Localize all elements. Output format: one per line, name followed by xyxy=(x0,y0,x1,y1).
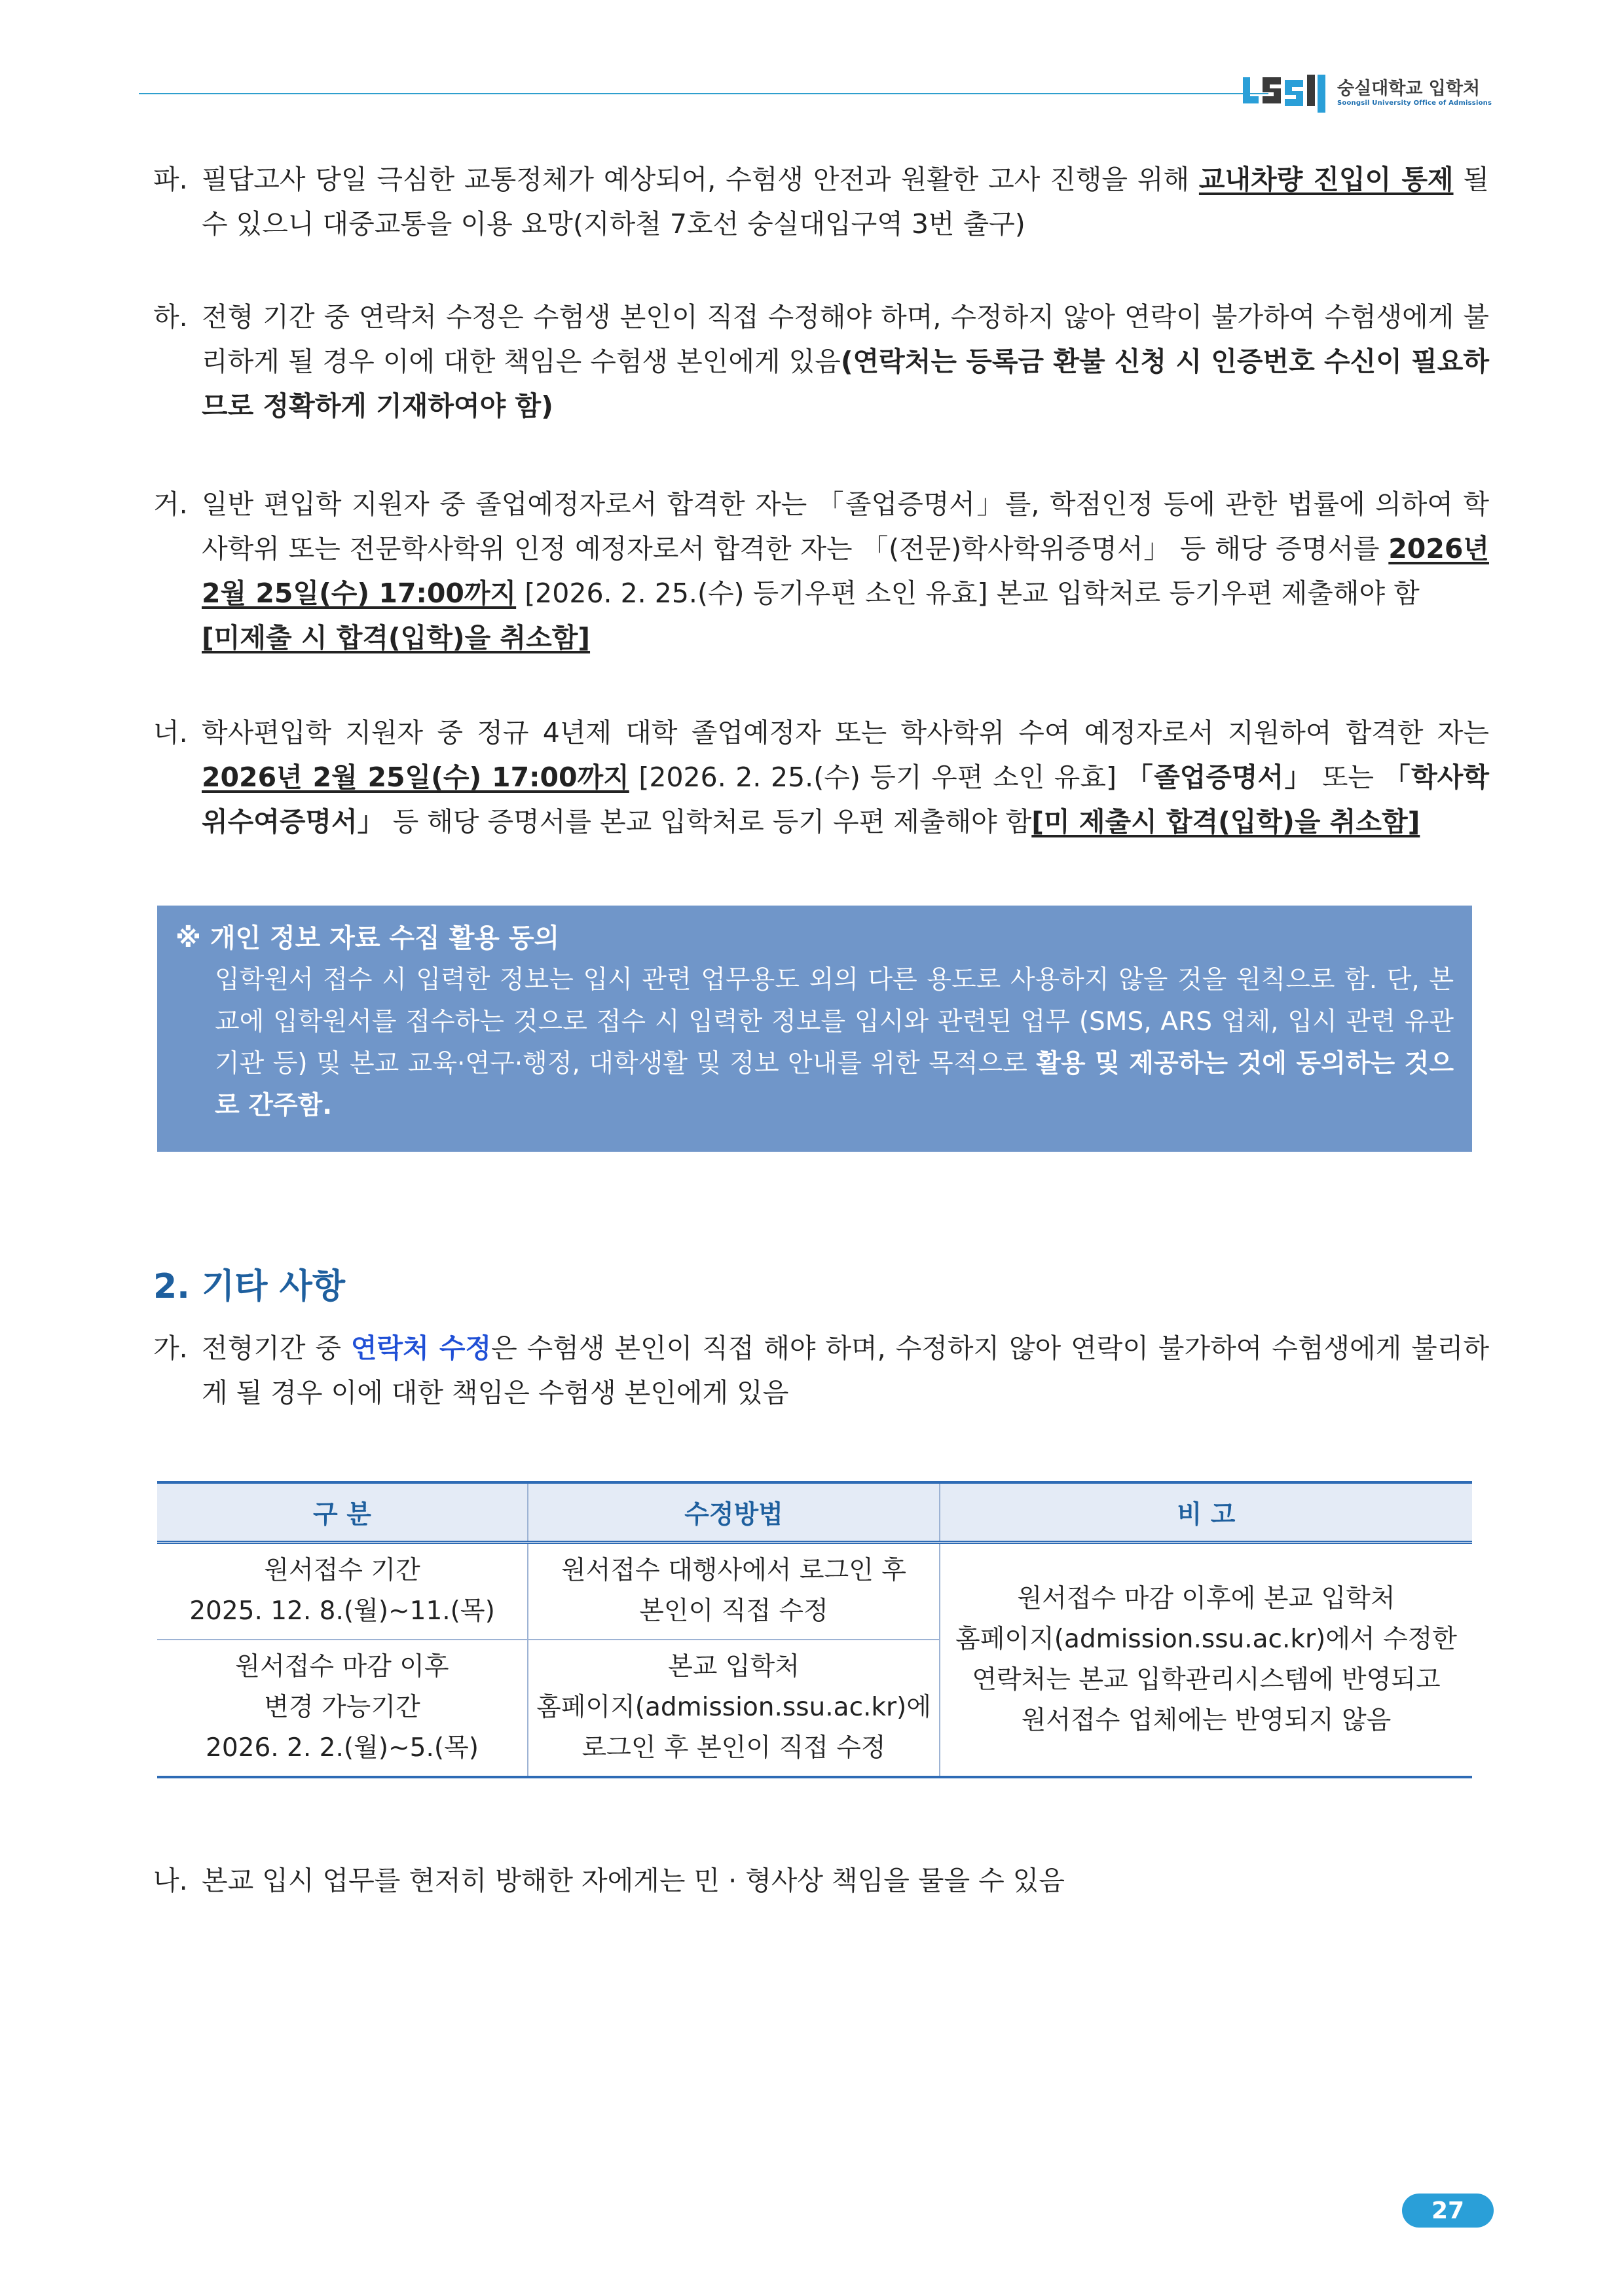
deadline-text: 2026년 2월 25일(수) 17:00까지 xyxy=(202,762,629,793)
page-number: 27 xyxy=(1402,2194,1494,2228)
deadline-text: 2026년 2월 25일(수) 17:00까지 xyxy=(202,533,1489,609)
notice-title: ※ 개인 정보 자료 수집 활용 동의 xyxy=(175,923,560,953)
table-header-row xyxy=(157,1482,1472,1543)
column-header: 비 고 xyxy=(940,1482,1472,1543)
column-header: 구 분 xyxy=(157,1482,528,1543)
item-marker: 하. xyxy=(153,301,188,333)
item-marker: 파. xyxy=(153,164,188,195)
column-header: 수정방법 xyxy=(528,1482,940,1543)
notice-body: 입학원서 접수 시 입력한 정보는 입시 관련 업무용도 외의 다른 용도로 사용하지 않을 것을 원칙으로 함. 단, 본교에 입학원서를 접수하는 것으로 접수 시 입력한 정보를 입시와 관련된 업무 (SMS, ARS 업체, 입시 관련 유관기관 등) 및 본교 교육·연구·행정, 대학생활 및 정보 안내를 위한 목적으로 활용 및 제공하는 것에 동의하는 것으로 간주함. xyxy=(215,965,1454,1120)
item-marker: 거. xyxy=(153,488,188,520)
table-cell: 원서접수 기간 2025. 12. 8.(월)~11.(목) xyxy=(157,1543,528,1640)
item-marker: 나. xyxy=(153,1865,188,1896)
list-item-neo xyxy=(153,710,1489,844)
highlight-text: 연락처 수정 xyxy=(350,1332,492,1364)
list-item-geo xyxy=(153,482,1489,660)
item-text: 전형 기간 중 연락처 수정은 수험생 본인이 직접 수정해야 하며, 수정하지 않아 연락이 불가하여 수험생에게 불리하게 될 경우 이에 대한 책임은 수험생 본인에게 있음(연락처는 등록금 환불 신청 시 인증번호 수신이 필요하므로 정확하게 기재하여야 함) xyxy=(202,301,1489,422)
item-text: 본교 입시 업무를 현저히 방해한 자에게는 민 · 형사상 책임을 물을 수 있음 xyxy=(202,1865,1065,1896)
section-title: 2. 기타 사항 xyxy=(153,1267,346,1306)
table-cell: 본교 입학처 홈페이지(admission.ssu.ac.kr)에 로그인 후 본인이 직접 수정 xyxy=(528,1640,940,1777)
notice-emphasis: 활용 및 제공하는 것에 동의하는 것으로 간주함. xyxy=(215,1049,1454,1120)
university-logo xyxy=(1243,72,1492,115)
contact-edit-table xyxy=(157,1481,1472,1778)
table-cell: 원서접수 대행사에서 로그인 후 본인이 직접 수정 xyxy=(528,1543,940,1640)
logo-text: 숭실대학교 입학처 xyxy=(1337,79,1481,99)
list-item-na xyxy=(153,1858,1489,1903)
item-text: 일반 편입학 지원자 중 졸업예정자로서 합격한 자는 「졸업증명서」를, 학점인정 등에 관한 법률에 의하여 학사학위 또는 전문학사학위 인정 예정자로서 합격한 자는 「(전문)학사학위증명서」 등 해당 증명서를 2026년 2월 25일(수) 17:00까지 [2026. 2. 25.(수) 등기우편 소인 유효] 본교 입학처로 등기우편 제출해야 함 [미제출 시 합격(입학)을 취소함] xyxy=(202,488,1489,653)
item-marker: 너. xyxy=(153,717,188,748)
list-item-ga xyxy=(153,1326,1489,1415)
item-text: 전형기간 중 연락처 수정은 수험생 본인이 직접 해야 하며, 수정하지 않아 연락이 불가하여 수험생에게 불리하게 될 경우 이에 대한 책임은 수험생 본인에게 있음 xyxy=(202,1332,1489,1408)
item-marker: 가. xyxy=(153,1332,188,1364)
emphasis-text: (연락처는 등록금 환불 신청 시 인증번호 수신이 필요하므로 정확하게 기재하여야 함) xyxy=(202,346,1489,422)
list-item-pa xyxy=(153,157,1489,246)
cancellation-notice: [미 제출시 합격(입학)을 취소함] xyxy=(1031,806,1420,837)
cancellation-notice: [미제출 시 합격(입학)을 취소함] xyxy=(202,622,591,653)
table-row xyxy=(157,1543,1472,1640)
item-text: 필답고사 당일 극심한 교통정체가 예상되어, 수험생 안전과 원활한 고사 진행을 위해 교내차량 진입이 통제 될 수 있으니 대중교통을 이용 요망(지하철 7호선 숭실대입구역 3번 출구) xyxy=(202,164,1489,240)
table-cell: 원서접수 마감 이후 변경 가능기간 2026. 2. 2.(월)~5.(목) xyxy=(157,1640,528,1777)
list-item-ha xyxy=(153,295,1489,428)
ssu-logo-icon xyxy=(1243,73,1328,114)
emphasis-text: 교내차량 진입이 통제 xyxy=(1198,164,1454,195)
privacy-consent-box xyxy=(157,906,1472,1152)
remark-cell: 원서접수 마감 이후에 본교 입학처 홈페이지(admission.ssu.ac.kr)에서 수정한 연락처는 본교 입학관리시스템에 반영되고 원서접수 업체에는 반영되지 않음 xyxy=(940,1543,1472,1777)
logo-subtext: Soongsil University Office of Admissions xyxy=(1337,100,1492,107)
header-rule xyxy=(139,93,1268,94)
item-text: 학사편입학 지원자 중 정규 4년제 대학 졸업예정자 또는 학사학위 수여 예정자로서 지원하여 합격한 자는 2026년 2월 25일(수) 17:00까지 [2026. 2. 25.(수) 등기 우편 소인 유효] 「졸업증명서」 또는 「학사학위수여증명서」 등 해당 증명서를 본교 입학처로 등기 우편 제출해야 함[미 제출시 합격(입학)을 취소함] xyxy=(202,717,1489,837)
